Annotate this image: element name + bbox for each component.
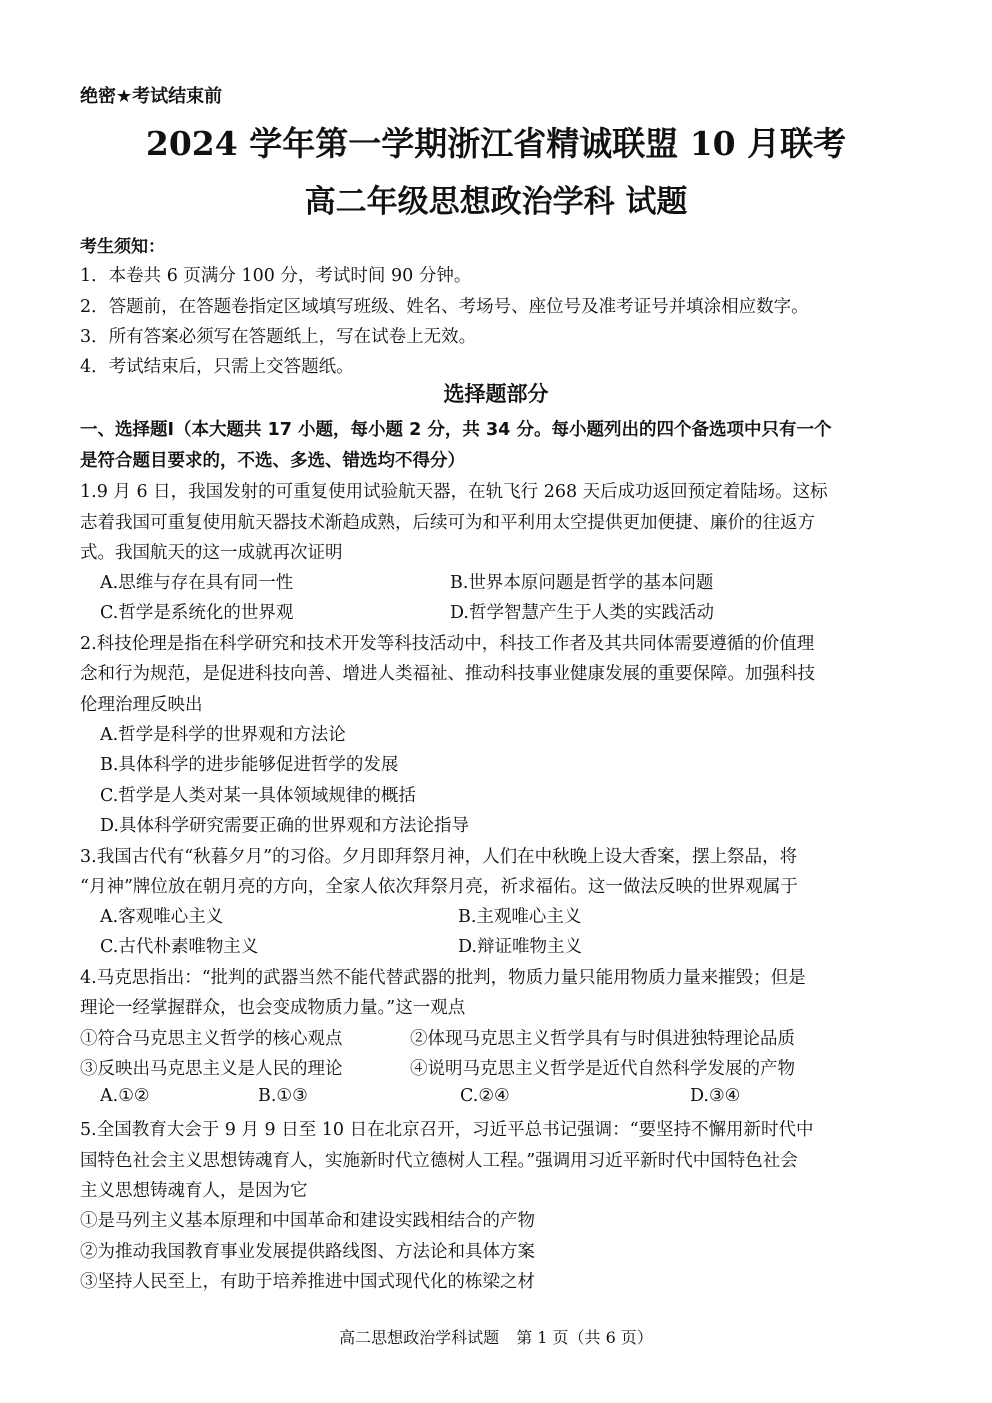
notice-item: 1．本卷共 6 页满分 100 分，考试时间 90 分钟。 — [80, 266, 472, 286]
question-5-statement-2: ②为推动我国教育事业发展提供路线图、方法论和具体方案 — [80, 1242, 535, 1262]
question-5-stem-line: 5.全国教育大会于 9 月 9 日至 10 日在北京召开，习近平总书记强调：“要坚持不懈用新时代中 — [80, 1120, 814, 1140]
question-5-stem-line: 主义思想铸魂育人，是因为它 — [80, 1181, 308, 1201]
question-4-stem-line: 理论一经掌握群众，也会变成物质力量。”这一观点 — [80, 998, 466, 1018]
question-3-option-a: A.客观唯心主义 — [100, 907, 224, 927]
question-1-stem-line: 式。我国航天的这一成就再次证明 — [80, 543, 343, 563]
question-4-option-b: B.①③ — [258, 1086, 308, 1106]
question-1-option-c: C.哲学是系统化的世界观 — [100, 603, 294, 623]
notice-item: 2．答题前，在答题卷指定区域填写班级、姓名、考场号、座位号及准考证号并填涂相应数字。 — [80, 297, 809, 317]
footer-page-number: 第 1 页（共 6 页） — [516, 1328, 653, 1347]
question-4-option-a: A.①② — [100, 1086, 150, 1106]
part-heading-line: 一、选择题Ⅰ（本大题共 17 小题，每小题 2 分，共 34 分。每小题列出的四个备选项中只有一个 — [80, 420, 832, 440]
question-5-stem-line: 国特色社会主义思想铸魂育人，实施新时代立德树人工程。”强调用习近平新时代中国特色社会 — [80, 1151, 798, 1171]
question-4-stem-line: 4.马克思指出：“批判的武器当然不能代替武器的批判，物质力量只能用物质力量来摧毁；但是 — [80, 968, 806, 988]
exam-title: 2024 学年第一学期浙江省精诚联盟 10 月联考 — [145, 124, 847, 163]
question-3-option-b: B.主观唯心主义 — [458, 907, 582, 927]
question-3-option-c: C.古代朴素唯物主义 — [100, 937, 259, 957]
question-1-option-d: D.哲学智慧产生于人类的实践活动 — [450, 603, 714, 623]
part-heading-line: 是符合题目要求的，不选、多选、错选均不得分） — [80, 451, 465, 471]
question-4-statement-4: ④说明马克思主义哲学是近代自然科学发展的产物 — [410, 1059, 795, 1079]
question-4-statement-2: ②体现马克思主义哲学具有与时俱进独特理论品质 — [410, 1029, 795, 1049]
question-1-option-a: A.思维与存在具有同一性 — [100, 573, 294, 593]
question-2-option-d: D.具体科学研究需要正确的世界观和方法论指导 — [100, 816, 469, 836]
confidential-label: 绝密★考试结束前 — [80, 86, 223, 107]
question-4-option-d: D.③④ — [690, 1086, 741, 1106]
question-5-statement-3: ③坚持人民至上，有助于培养推进中国式现代化的栋梁之材 — [80, 1272, 535, 1292]
question-2-option-b: B.具体科学的进步能够促进哲学的发展 — [100, 755, 399, 775]
question-2-option-c: C.哲学是人类对某一具体领域规律的概括 — [100, 786, 416, 806]
footer-subject: 高二思想政治学科试题 — [339, 1328, 500, 1347]
question-2-stem-line: 伦理治理反映出 — [80, 695, 203, 715]
question-4-statement-1: ①符合马克思主义哲学的核心观点 — [80, 1029, 343, 1049]
question-1-option-b: B.世界本原问题是哲学的基本问题 — [450, 573, 714, 593]
section-title: 选择题部分 — [443, 382, 549, 406]
notice-heading: 考生须知： — [80, 237, 165, 257]
question-3-stem-line: 3.我国古代有“秋暮夕月”的习俗。夕月即拜祭月神，人们在中秋晚上设大香案，摆上祭品，将 — [80, 847, 798, 867]
question-4-option-c: C.②④ — [460, 1086, 510, 1106]
question-2-stem-line: 念和行为规范，是促进科技向善、增进人类福祉、推动科技事业健康发展的重要保障。加强科技 — [80, 664, 815, 684]
question-4-statement-3: ③反映出马克思主义是人民的理论 — [80, 1059, 343, 1079]
question-1-stem-line: 1.9 月 6 日，我国发射的可重复使用试验航天器，在轨飞行 268 天后成功返回预定着陆场。这标 — [80, 482, 828, 502]
exam-subtitle: 高二年级思想政治学科 试题 — [304, 184, 688, 220]
question-2-option-a: A.哲学是科学的世界观和方法论 — [100, 725, 346, 745]
question-3-option-d: D.辩证唯物主义 — [458, 937, 582, 957]
question-3-stem-line: “月神”牌位放在朝月亮的方向，全家人依次拜祭月亮，祈求福佑。这一做法反映的世界观属于 — [80, 877, 798, 897]
question-1-stem-line: 志着我国可重复使用航天器技术渐趋成熟，后续可为和平利用太空提供更加便捷、廉价的往返方 — [80, 513, 815, 533]
notice-item: 4．考试结束后，只需上交答题纸。 — [80, 357, 354, 377]
question-2-stem-line: 2.科技伦理是指在科学研究和技术开发等科技活动中，科技工作者及其共同体需要遵循的价值理 — [80, 634, 815, 654]
notice-item: 3．所有答案必须写在答题纸上，写在试卷上无效。 — [80, 327, 477, 347]
page-footer — [0, 1325, 992, 1348]
question-5-statement-1: ①是马列主义基本原理和中国革命和建设实践相结合的产物 — [80, 1211, 535, 1231]
